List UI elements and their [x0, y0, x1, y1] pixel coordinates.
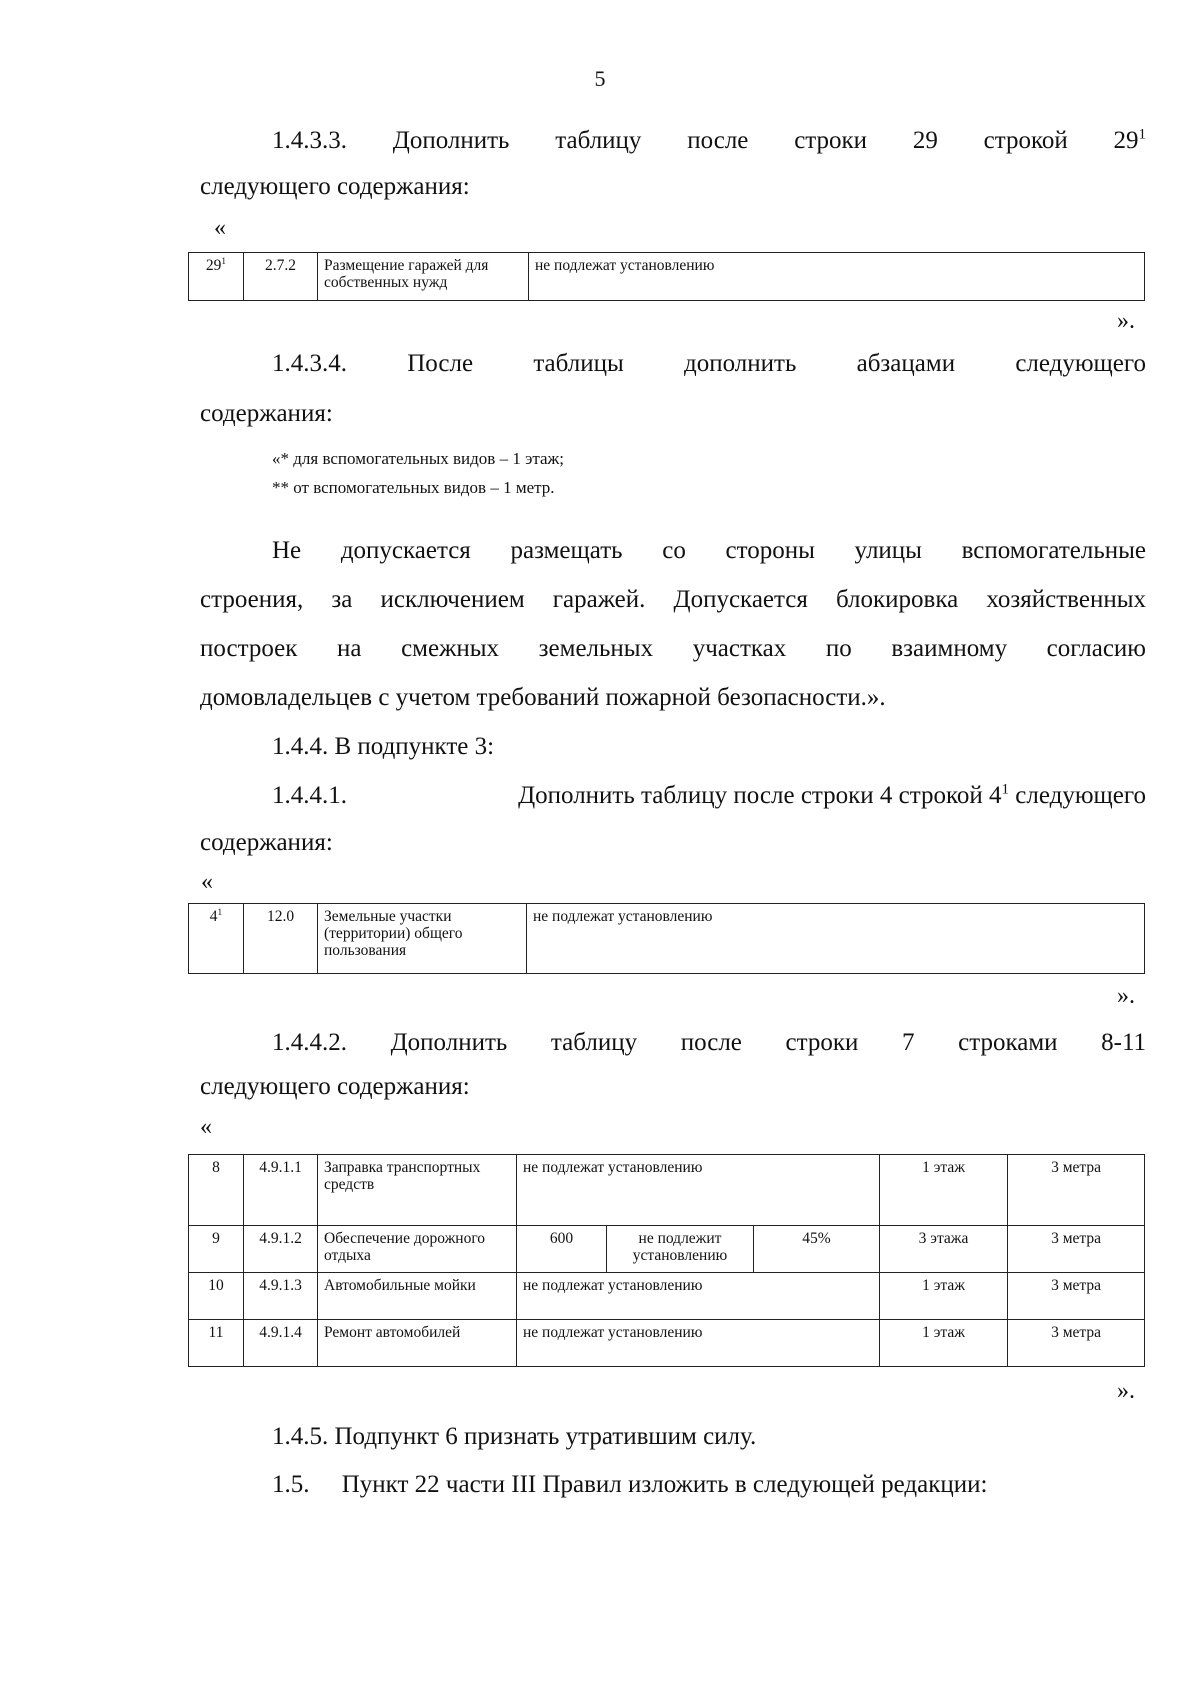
word: после [687, 127, 749, 154]
section-text: Дополнить таблицу после строки 4 строкой $4^1$ следующего [518, 781, 1146, 809]
name-cell: Обеспечение дорожного отдыха [318, 1226, 517, 1273]
footnote-floors: «* для вспомогательных видов – 1 этаж; [272, 449, 565, 468]
section-1-4-3-4-line1 [272, 347, 1146, 381]
word: таблицу [555, 127, 642, 154]
section-1-4-4: 1.4.4. В подпункте 3: [272, 733, 495, 760]
table-rows-8-11 [188, 1154, 1145, 1367]
prohibit-line-4: домовладельцев с учетом требований пожарной безопасности.». [200, 684, 886, 711]
floors-cell: 1 этаж [880, 1155, 1008, 1226]
table-row [189, 1320, 1145, 1367]
section-number: 1.4.3.3. [272, 127, 347, 154]
setback-cell: 3 метра [1008, 1155, 1145, 1226]
code-cell: 4.9.1.1 [244, 1155, 318, 1226]
row-number-ref: $29^1$ [1113, 126, 1147, 154]
close-quote: ». [1117, 308, 1135, 334]
name-cell: Ремонт автомобилей [318, 1320, 517, 1367]
close-quote: ». [1117, 1378, 1135, 1404]
code-cell: 4.9.1.4 [244, 1320, 318, 1367]
name-cell: Автомобильные мойки [318, 1273, 517, 1320]
table-row-29-1 [188, 252, 1145, 301]
row-number-cell: $29^1$ [189, 253, 244, 301]
value-cell: не подлежат установлению [517, 1320, 880, 1367]
row-number-cell: 8 [189, 1155, 244, 1226]
section-1-4-4-2-line2: следующего содержания: [200, 1073, 470, 1100]
word: после [680, 1029, 742, 1056]
word: Дополнить [392, 127, 510, 154]
code-cell: 12.0 [244, 904, 318, 974]
name-cell: Размещение гаражей для собственных нужд [318, 253, 529, 301]
word: следующего [1015, 350, 1147, 377]
section-1-4-4-1-line1 [272, 779, 1146, 813]
word: таблицы [533, 350, 624, 377]
name-cell: Земельные участки (территории) общего пользования [318, 904, 527, 974]
section-1-4-4-1-line2: содержания: [200, 829, 333, 856]
section-number: 1.4.3.4. [272, 350, 347, 377]
word: 7 [902, 1029, 915, 1056]
word: дополнить [684, 350, 797, 377]
row-number-cell: 10 [189, 1273, 244, 1320]
max-area-cell: не подлежит установлению [607, 1226, 754, 1273]
word: После [407, 350, 474, 377]
table-row [189, 253, 1145, 301]
setback-cell: 3 метра [1008, 1273, 1145, 1320]
open-quote: « [200, 1114, 212, 1140]
table-row-4-1 [188, 903, 1145, 974]
floors-cell: 3 этажа [880, 1226, 1008, 1273]
footnote-setback: ** от вспомогательных видов – 1 метр. [272, 478, 555, 497]
word: таблицу [550, 1029, 638, 1056]
section-number: 1.4.4.1. [272, 782, 347, 809]
table-row [189, 1155, 1145, 1226]
section-text: Пункт 22 части III Правил изложить в следующей редакции: [341, 1471, 988, 1498]
code-cell: 4.9.1.3 [244, 1273, 318, 1320]
prohibit-line-3: построек на смежных земельных участках по взаимному согласию [200, 635, 1146, 662]
word: абзацами [856, 350, 956, 377]
word: 8-11 [1101, 1029, 1147, 1056]
value-cell: не подлежат установлению [527, 904, 1145, 974]
prohibit-line-1: Не допускается размещать со стороны улицы вспомогательные [272, 537, 1146, 564]
section-1-4-5: 1.4.5. Подпункт 6 признать утратившим силу. [272, 1423, 757, 1450]
open-quote: « [201, 869, 213, 895]
section-number: 1.4.4.2. [272, 1029, 347, 1056]
code-cell: 4.9.1.2 [244, 1226, 318, 1273]
section-1-4-4-2-line1 [272, 1026, 1146, 1060]
setback-cell: 3 метра [1008, 1226, 1145, 1273]
row-number-cell: $4^1$ [189, 904, 244, 974]
prohibit-line-2: строения, за исключением гаражей. Допускается блокировка хозяйственных [200, 586, 1146, 613]
floors-cell: 1 этаж [880, 1273, 1008, 1320]
coverage-cell: 45% [754, 1226, 880, 1273]
word: 29 [912, 127, 938, 154]
section-1-5 [272, 1468, 987, 1502]
table-row [189, 1273, 1145, 1320]
section-1-4-3-4-line2: содержания: [200, 400, 333, 427]
table-row [189, 904, 1145, 974]
row-number-cell: 9 [189, 1226, 244, 1273]
name-cell: Заправка транспортных средств [318, 1155, 517, 1226]
word: строки [794, 127, 868, 154]
section-number: 1.5. [272, 1471, 310, 1498]
word: строки [785, 1029, 859, 1056]
close-quote: ». [1117, 983, 1135, 1009]
floors-cell: 1 этаж [880, 1320, 1008, 1367]
word: строкой [983, 127, 1068, 154]
code-cell: 2.7.2 [244, 253, 318, 301]
section-1-4-3-3-line1 [272, 124, 1146, 158]
open-quote: « [214, 215, 226, 241]
setback-cell: 3 метра [1008, 1320, 1145, 1367]
table-row [189, 1226, 1145, 1273]
word: строками [958, 1029, 1058, 1056]
value-cell: не подлежат установлению [517, 1273, 880, 1320]
value-cell: не подлежат установлению [529, 253, 1145, 301]
row-number-cell: 11 [189, 1320, 244, 1367]
section-1-4-3-3-line2: следующего содержания: [200, 173, 470, 200]
min-area-cell: 600 [517, 1226, 607, 1273]
word: Дополнить [390, 1029, 508, 1056]
value-cell: не подлежат установлению [517, 1155, 880, 1226]
page-number: 5 [594, 66, 606, 91]
